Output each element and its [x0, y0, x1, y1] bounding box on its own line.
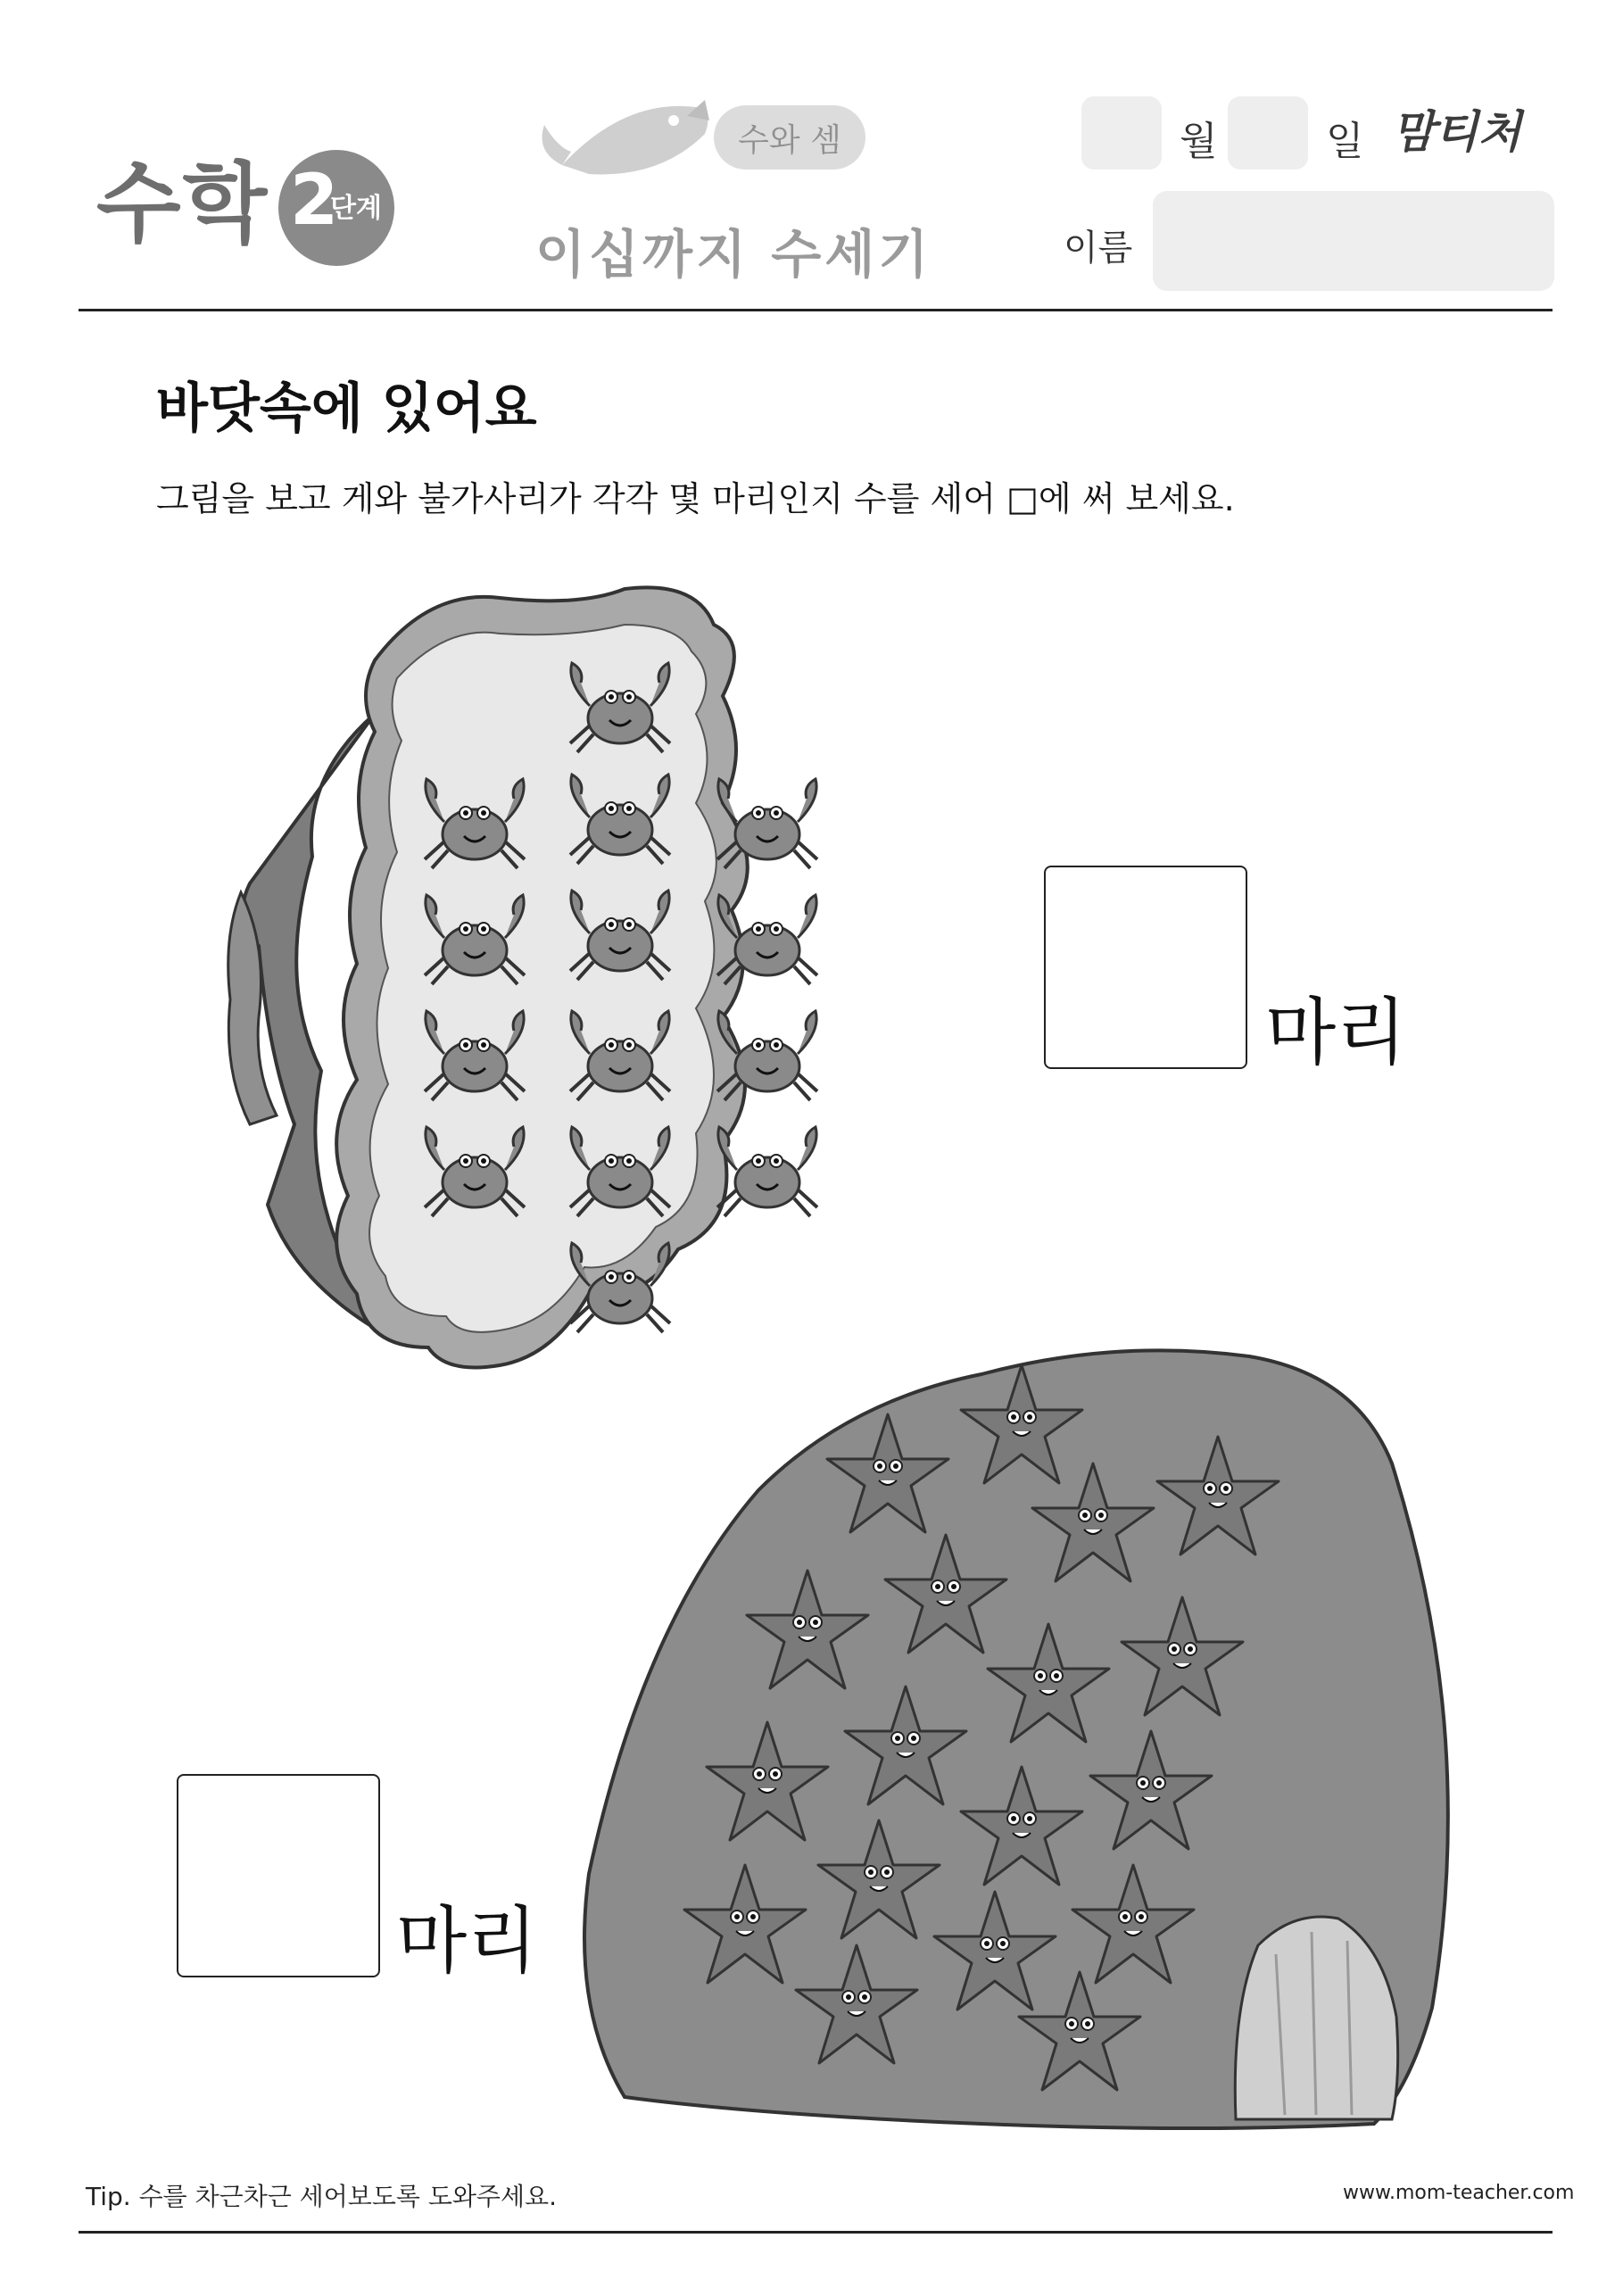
grade-step-label: 단계	[330, 193, 382, 224]
brand-logo: 맘티처	[1392, 106, 1521, 158]
worksheet-subtitle: 이십까지 수세기	[535, 224, 932, 285]
worksheet-instruction: 그림을 보고 게와 불가사리가 각각 몇 마리인지 수를 세어 □에 써 보세요.	[156, 479, 1235, 518]
starfish-unit-label: 마리	[396, 1899, 538, 1984]
day-label: 일	[1326, 119, 1364, 164]
footer-tip: Tip. 수를 차근차근 세어보도록 도와주세요.	[86, 2182, 557, 2211]
starfish-answer-box[interactable]	[177, 1774, 380, 1977]
worksheet-logo: 수학	[96, 153, 269, 255]
topic-tag: 수와 셈	[714, 105, 865, 170]
name-label: 이름	[1064, 228, 1133, 269]
footer-site[interactable]: www.mom-teacher.com	[1343, 2182, 1575, 2204]
grade-number: 2	[290, 161, 339, 241]
worksheet-title: 바닷속에 있어요	[156, 377, 537, 440]
crab-answer-box[interactable]	[1044, 866, 1247, 1069]
footer-divider	[79, 2231, 1553, 2234]
crab-unit-label: 마리	[1265, 991, 1407, 1075]
month-label: 월	[1180, 119, 1218, 164]
